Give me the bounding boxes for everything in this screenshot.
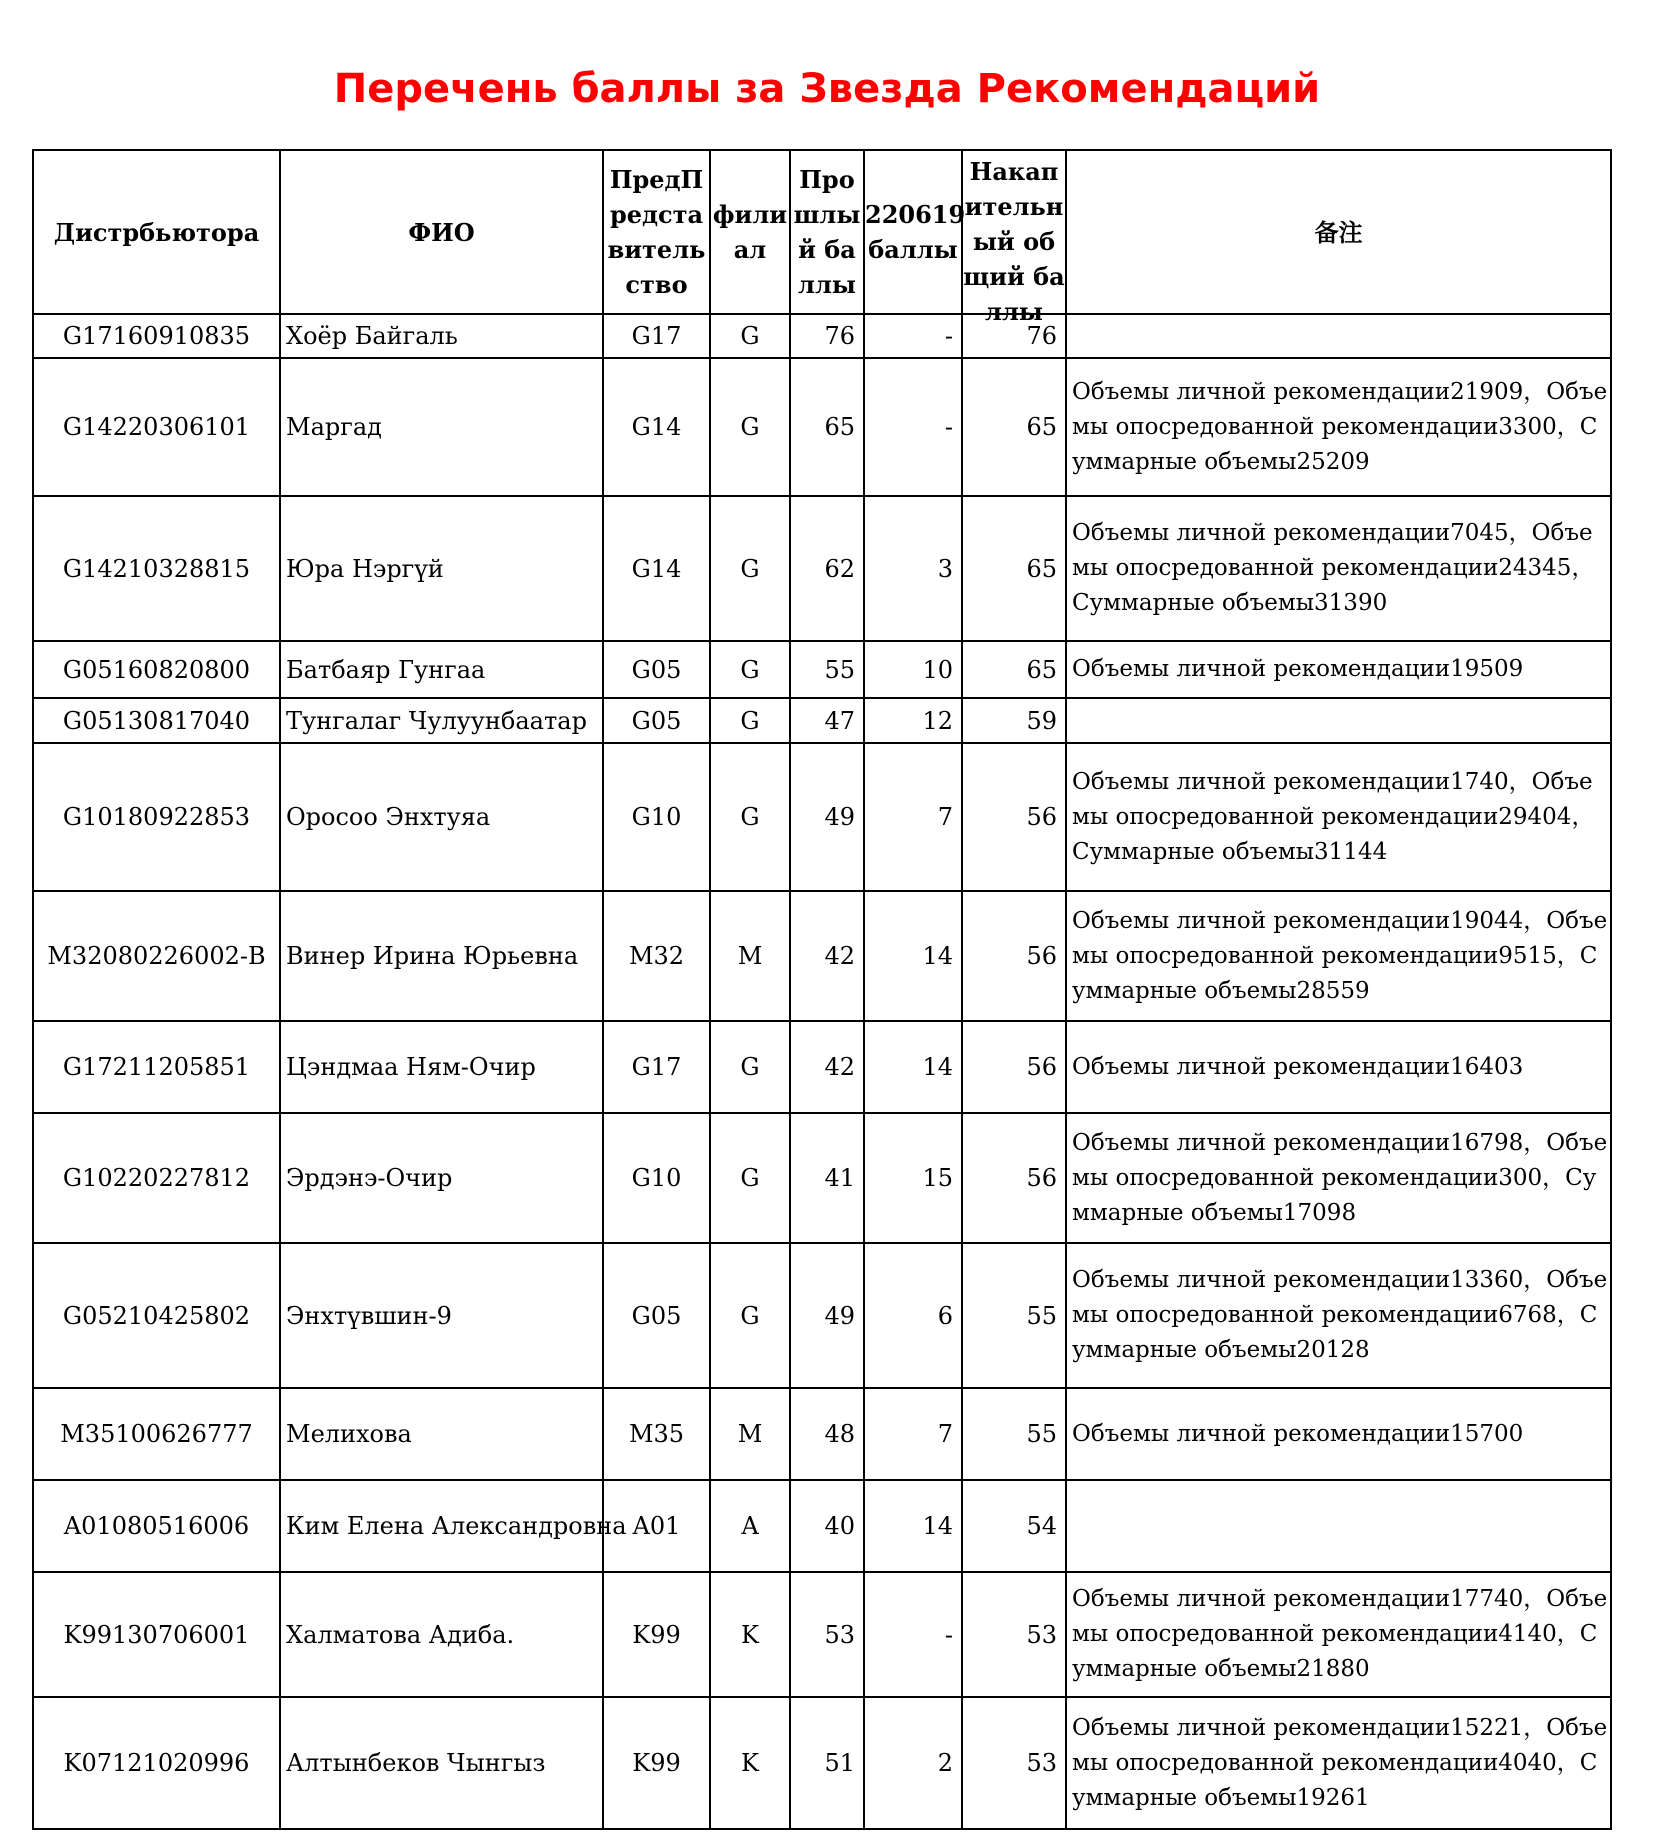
cell-total-points: 65 bbox=[962, 641, 1066, 698]
table-row bbox=[33, 1480, 1611, 1572]
cell-branch: G bbox=[710, 358, 790, 496]
cell-past-points: 40 bbox=[790, 1480, 864, 1572]
cell-220619-points: 14 bbox=[864, 891, 962, 1021]
cell-past-points: 47 bbox=[790, 698, 864, 743]
cell-office: M32 bbox=[603, 891, 710, 1021]
cell-distributor-id: G17160910835 bbox=[33, 314, 280, 358]
cell-note bbox=[1066, 314, 1611, 358]
cell-total-points: 55 bbox=[962, 1243, 1066, 1388]
table-row bbox=[33, 1572, 1611, 1697]
cell-total-points: 56 bbox=[962, 743, 1066, 891]
cell-distributor-id: G05130817040 bbox=[33, 698, 280, 743]
cell-office: K99 bbox=[603, 1697, 710, 1829]
cell-past-points: 76 bbox=[790, 314, 864, 358]
cell-office: G17 bbox=[603, 1021, 710, 1113]
cell-distributor-id: G05210425802 bbox=[33, 1243, 280, 1388]
cell-office: G10 bbox=[603, 1113, 710, 1243]
cell-note: Объемы личной рекомендации17740，Объемы опосредованной рекомендации4140，Суммарные объемы21880 bbox=[1066, 1572, 1611, 1697]
cell-fio: Мелихова bbox=[280, 1388, 603, 1480]
cell-past-points: 42 bbox=[790, 1021, 864, 1113]
cell-branch: G bbox=[710, 1113, 790, 1243]
table-row bbox=[33, 358, 1611, 496]
cell-fio: Цэндмаа Ням-Очир bbox=[280, 1021, 603, 1113]
table-row bbox=[33, 743, 1611, 891]
cell-past-points: 55 bbox=[790, 641, 864, 698]
cell-220619-points: 2 bbox=[864, 1697, 962, 1829]
cell-fio: Юра Нэргүй bbox=[280, 496, 603, 641]
header-distributor: Дистрбьютора bbox=[33, 150, 280, 314]
cell-220619-points: 14 bbox=[864, 1480, 962, 1572]
cell-office: K99 bbox=[603, 1572, 710, 1697]
cell-fio: Энхтүвшин-9 bbox=[280, 1243, 603, 1388]
cell-total-points: 53 bbox=[962, 1572, 1066, 1697]
cell-total-points: 76 bbox=[962, 314, 1066, 358]
cell-fio: Халматова Адиба. bbox=[280, 1572, 603, 1697]
cell-220619-points: 12 bbox=[864, 698, 962, 743]
cell-office: G14 bbox=[603, 358, 710, 496]
cell-220619-points: 14 bbox=[864, 1021, 962, 1113]
cell-past-points: 49 bbox=[790, 1243, 864, 1388]
header-total-points: Накапительный общий баллы bbox=[962, 150, 1066, 314]
cell-220619-points: 6 bbox=[864, 1243, 962, 1388]
page-title: Перечень баллы за Звезда Рекомендаций bbox=[333, 66, 1321, 112]
cell-220619-points: 10 bbox=[864, 641, 962, 698]
cell-distributor-id: M35100626777 bbox=[33, 1388, 280, 1480]
cell-total-points: 56 bbox=[962, 891, 1066, 1021]
cell-distributor-id: G05160820800 bbox=[33, 641, 280, 698]
cell-distributor-id: G10220227812 bbox=[33, 1113, 280, 1243]
table-row bbox=[33, 891, 1611, 1021]
table-row bbox=[33, 641, 1611, 698]
cell-note bbox=[1066, 698, 1611, 743]
cell-office: G05 bbox=[603, 698, 710, 743]
table-row bbox=[33, 1113, 1611, 1243]
cell-past-points: 49 bbox=[790, 743, 864, 891]
cell-fio: Маргад bbox=[280, 358, 603, 496]
cell-distributor-id: G10180922853 bbox=[33, 743, 280, 891]
cell-total-points: 56 bbox=[962, 1113, 1066, 1243]
cell-220619-points: - bbox=[864, 1572, 962, 1697]
cell-note: Объемы личной рекомендации15700 bbox=[1066, 1388, 1611, 1480]
cell-branch: M bbox=[710, 891, 790, 1021]
points-table bbox=[32, 149, 1612, 1830]
cell-total-points: 56 bbox=[962, 1021, 1066, 1113]
cell-fio: Винер Ирина Юрьевна bbox=[280, 891, 603, 1021]
table-row bbox=[33, 698, 1611, 743]
cell-past-points: 48 bbox=[790, 1388, 864, 1480]
cell-220619-points: - bbox=[864, 358, 962, 496]
cell-total-points: 53 bbox=[962, 1697, 1066, 1829]
cell-past-points: 65 bbox=[790, 358, 864, 496]
cell-office: G05 bbox=[603, 1243, 710, 1388]
cell-fio: Тунгалаг Чулуунбаатар bbox=[280, 698, 603, 743]
cell-office: M35 bbox=[603, 1388, 710, 1480]
cell-note: Объемы личной рекомендации19509 bbox=[1066, 641, 1611, 698]
cell-distributor-id: G14220306101 bbox=[33, 358, 280, 496]
cell-note: Объемы личной рекомендации15221，Объемы опосредованной рекомендации4040，Суммарные объемы19261 bbox=[1066, 1697, 1611, 1829]
cell-branch: G bbox=[710, 1243, 790, 1388]
cell-branch: M bbox=[710, 1388, 790, 1480]
cell-branch: K bbox=[710, 1697, 790, 1829]
table-row bbox=[33, 1021, 1611, 1113]
cell-fio: Ким Елена Александровна bbox=[280, 1480, 603, 1572]
cell-past-points: 42 bbox=[790, 891, 864, 1021]
cell-220619-points: 7 bbox=[864, 743, 962, 891]
cell-distributor-id: G17211205851 bbox=[33, 1021, 280, 1113]
cell-distributor-id: K99130706001 bbox=[33, 1572, 280, 1697]
cell-fio: Эрдэнэ-Очир bbox=[280, 1113, 603, 1243]
cell-branch: G bbox=[710, 743, 790, 891]
cell-220619-points: 3 bbox=[864, 496, 962, 641]
table-row bbox=[33, 496, 1611, 641]
cell-office: A01 bbox=[603, 1480, 710, 1572]
cell-past-points: 62 bbox=[790, 496, 864, 641]
cell-branch: G bbox=[710, 314, 790, 358]
cell-branch: G bbox=[710, 641, 790, 698]
cell-office: G05 bbox=[603, 641, 710, 698]
cell-past-points: 51 bbox=[790, 1697, 864, 1829]
cell-distributor-id: G14210328815 bbox=[33, 496, 280, 641]
cell-total-points: 54 bbox=[962, 1480, 1066, 1572]
cell-note: Объемы личной рекомендации1740，Объемы опосредованной рекомендации29404，Суммарные объемы31144 bbox=[1066, 743, 1611, 891]
cell-past-points: 41 bbox=[790, 1113, 864, 1243]
cell-total-points: 55 bbox=[962, 1388, 1066, 1480]
header-fio: ФИО bbox=[280, 150, 603, 314]
header-branch: филиал bbox=[710, 150, 790, 314]
cell-fio: Алтынбеков Чынгыз bbox=[280, 1697, 603, 1829]
cell-branch: K bbox=[710, 1572, 790, 1697]
cell-distributor-id: A01080516006 bbox=[33, 1480, 280, 1572]
cell-note: Объемы личной рекомендации19044，Объемы опосредованной рекомендации9515，Суммарные объемы28559 bbox=[1066, 891, 1611, 1021]
cell-total-points: 59 bbox=[962, 698, 1066, 743]
header-220619-points: 220619 баллы bbox=[864, 150, 962, 314]
cell-distributor-id: K07121020996 bbox=[33, 1697, 280, 1829]
cell-branch: G bbox=[710, 496, 790, 641]
cell-note: Объемы личной рекомендации7045，Объемы опосредованной рекомендации24345，Суммарные объемы31390 bbox=[1066, 496, 1611, 641]
table-row bbox=[33, 1697, 1611, 1829]
cell-fio: Батбаяр Гунгаа bbox=[280, 641, 603, 698]
cell-note: Объемы личной рекомендации16798，Объемы опосредованной рекомендации300，Суммарные объемы17098 bbox=[1066, 1113, 1611, 1243]
cell-note: Объемы личной рекомендации13360，Объемы опосредованной рекомендации6768，Суммарные объемы20128 bbox=[1066, 1243, 1611, 1388]
cell-note: Объемы личной рекомендации16403 bbox=[1066, 1021, 1611, 1113]
cell-past-points: 53 bbox=[790, 1572, 864, 1697]
header-note: 备注 bbox=[1066, 150, 1611, 314]
cell-note: Объемы личной рекомендации21909，Объемы опосредованной рекомендации3300，Суммарные объемы25209 bbox=[1066, 358, 1611, 496]
header-office: ПредПредставительство bbox=[603, 150, 710, 314]
cell-total-points: 65 bbox=[962, 496, 1066, 641]
cell-office: G14 bbox=[603, 496, 710, 641]
header-row bbox=[33, 150, 1611, 314]
cell-branch: A bbox=[710, 1480, 790, 1572]
cell-office: G17 bbox=[603, 314, 710, 358]
cell-note bbox=[1066, 1480, 1611, 1572]
cell-fio: Оросоо Энхтуяа bbox=[280, 743, 603, 891]
table-row bbox=[33, 314, 1611, 358]
cell-office: G10 bbox=[603, 743, 710, 891]
cell-220619-points: 7 bbox=[864, 1388, 962, 1480]
cell-220619-points: 15 bbox=[864, 1113, 962, 1243]
header-past-points: Прошлый баллы bbox=[790, 150, 864, 314]
cell-distributor-id: M32080226002-B bbox=[33, 891, 280, 1021]
table-row bbox=[33, 1243, 1611, 1388]
cell-fio: Хоёр Байгаль bbox=[280, 314, 603, 358]
cell-branch: G bbox=[710, 1021, 790, 1113]
table-row bbox=[33, 1388, 1611, 1480]
cell-total-points: 65 bbox=[962, 358, 1066, 496]
cell-220619-points: - bbox=[864, 314, 962, 358]
cell-branch: G bbox=[710, 698, 790, 743]
